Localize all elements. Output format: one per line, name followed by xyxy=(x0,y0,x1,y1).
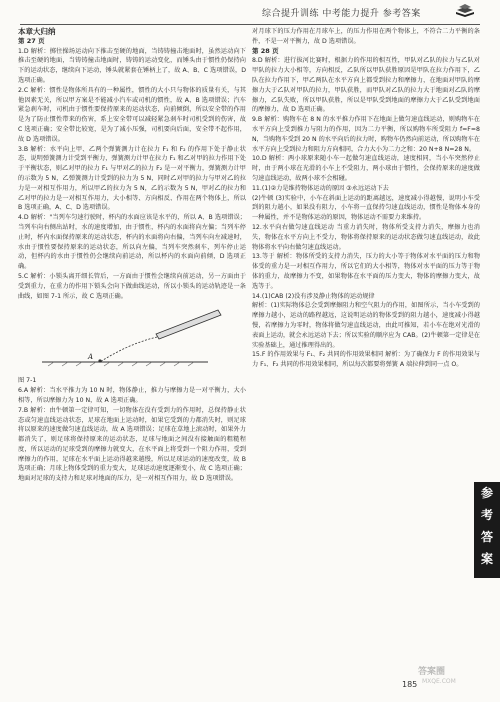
answer-4: 4.D 解析："当列车匀速行驶时，杯内的水面应该是水平的，所以 A、B 选项错误；当列车向右侧出站时，水的速度增加，由于惯性，杯内的水面将向左偏；当列车停止时，杯内水面保持原来的运动状态，杯内的水面将向右偏，当列车向左减速时，水由于惯性要保持原来的运动状态，所以向左偏，当列车突然刹车，列车停止运动，但杯内的水由于惯性仍会继续向前运动，所以杯内的水面向前倾，D 选项正确。 xyxy=(18,214,246,271)
answer-14-explain: 解析：(1)实际物体总会受到摩擦阻力和空气阻力的作用，如图所示，当小车受到的摩擦力越小，运动的路程越远，这说明运动的物体受到的阻力越小，速度减小得越慢，若摩擦力为零时，物体将做匀速直线运动，由此可推知，若小车在绝对光滑的表面上运动，就会永远运动下去；所以实验的顺序应为 CAB。(2)牛顿第一定律是在实验基础上，通过推理得出的。 xyxy=(252,302,480,349)
left-column xyxy=(18,27,246,484)
side-tab-char: 参 xyxy=(480,486,493,500)
watermark-url: MXQE.COM xyxy=(422,678,456,685)
answer-15: 15.F 的作用效果与 F₁、F₂ 共同的作用效果相同 解析：为了确保力 F 的作用效果与力 F₁、F₂ 共同的作用效果相同，所以每次都要将弹簧 A 端拉伸到同一点 O。 xyxy=(252,351,480,369)
side-tab-char: 答 xyxy=(480,530,493,544)
point-a-label: A xyxy=(88,353,94,362)
running-header: 综合提升训练 中考能力提升 参考答案 xyxy=(262,9,421,19)
answer-1: 1.D 解析：掷往操场运动向下推击至硬的地面，当铸铸撞击地面时，虽然运动向下推击至硬的地面，当铸铸撞击地面时，铸铸的运动变化，而锤头由于惯性仍保持向下的运动状态，继续向下运动，锤头就紧套在锤柄上了，故 A、B、C 选项错误，D 选项正确。 xyxy=(18,47,246,84)
answer-11-1: 11.(1)②力是维持物体运动的原因 ③永远运动下去 xyxy=(252,184,389,192)
header-rule xyxy=(20,24,480,25)
answer-14: 14.(1)CAB (2)没有涉及静止物体的运动规律 xyxy=(252,292,375,300)
right-column xyxy=(252,27,480,370)
watermark-logo: 答案圈 xyxy=(418,667,446,677)
trajectory-figure xyxy=(18,304,246,374)
page-ref-27: 第 27 页 xyxy=(18,36,45,45)
section-title: 本章大归纳 xyxy=(18,27,56,36)
answer-9: 9.B 解析：购物车在 8 N 的水平推力作用下在地面上做匀速直线运动，则购物车在水平方向上受到推力与阻力的作用，因为二力平衡，所以购物车所受阻力 f=F=8 N，当购物车受到 20 N 的水平向后的拉力时，购物车仍然向前运动，所以购物车在水平方向上受到拉力和阻力方向相同，合力大小为二力之和：20 N+8 N=28 N。 xyxy=(252,116,480,153)
answer-2: 2.C 解析：惯性是物体所具有的一种属性，惯性的大小只与物体的质量有关，与其他因素无关，所以甲方案是不能减小汽车或司机的惯性，故 A、B 选项错误；汽车紧急刹车时，司机由于惯性要保持原来的运动状态，向前倾倒，所以安全带的作用是为了防止惯性带来的伤害，系上安全带可以减轻紧急刹车时司机受到的伤害，故 C 选项正确；安全带比较宽，是为了减小压强，司机要向后面，安全带不起作用，故 D 选项错误。 xyxy=(18,86,246,143)
answer-5: 5.C 解析：小锁头离开细长管后，一方面由于惯性会继续向前运动，另一方面由于受到重力，在重力的作用下锁头会向下做曲线运动，所以小锁头的运动轨迹是一条曲线，如图 7-1 所示，故 C 选项正确。 xyxy=(18,272,246,300)
page-number: 185 xyxy=(402,680,418,689)
book-stack-icon xyxy=(455,2,475,18)
answer-12: 12.水平向右做匀速直线运动 当重力消失时，物体所受支持力消失，摩擦力也消失，物体在水平方向上不受力，物体将保持原来的运动状态做匀速直线运动，故此物体将水平向右做匀速直线运动。 xyxy=(252,223,480,251)
side-tab-char: 案 xyxy=(480,552,493,566)
answer-13: 13.等于 解析：物体所受的支持力消失，压力的大小等于物体对水平面的压力和物体受的重力是一对相互作用力，所以它们的大小相等，物体对水平面的压力等于物体的重力，故摩擦力不变，如果物体在水平面的压力变大，物体的摩擦力变大，故选等于。 xyxy=(252,253,480,290)
answer-7: 7.B 解析：由牛顿第一定律可知，一切物体在没有受到力的作用时，总保持静止状态或匀速直线运动状态，足球在地面上运动时，如果它受到的力都消失时，则足球将以原来的速度做匀速直线运动，故 A 选项错误；足球在草地上滚动时，如果外力都消失了，则足球将保持原来的运动状态，足球与地面之间没有接触面的粗糙程度，所以运动的足球受到的摩擦力就变大，在水平面上将受到一个阻力作用，受到摩擦力的作用，足球在水平面上运动得越来越慢，所以足球运动的速度改变，故 B 选项正确；月球上物体受到的重力变大，足球运动速度逐渐变小，故 C 选项正确；地面对足球的支持力和足球对地面的压力，是一对相互作用力，故 D 选项错误。 xyxy=(18,406,246,483)
side-tab-char: 考 xyxy=(480,508,493,522)
page-ref-28: 第 28 页 xyxy=(252,46,279,55)
answer-7-cont: 对月球下的压力作用在月球车上，的压力作用在两个物体上，不符合二力平衡的条件，不是一对平衡力，故 D 选项错误。 xyxy=(252,28,480,45)
answer-10: 10.D 解析：两小球原来随小车一起做匀速直线运动，速度相同，当小车突然停止时，由于两小球在光滑的小车上不受阻力，两小球由于惯性，会保持原来的速度做匀速直线运动，故两小球不会相碰。 xyxy=(252,155,480,182)
figure-caption: 图 7-1 xyxy=(18,377,37,385)
answer-6: 6.A 解析：当水平推力为 10 N 时，物体静止，推力与摩擦力是一对平衡力，大小相等，所以摩擦力为 10 N，故 A 选项正确。 xyxy=(18,387,246,404)
answer-11-2: (2)牛顿 (3)实验中，小车在斜面上运动的距离越远，速度减小得越慢，说明小车受到的阻力越小，如果没有阻力，小车将一直保持匀速直线运动，惯性是物体本身的一种属性，并不是物体运动的原因，物体运动不需要力来维持。 xyxy=(252,194,480,222)
figure-7-1 xyxy=(18,304,246,374)
answers-side-tab xyxy=(474,482,500,578)
watermark-stamp xyxy=(418,664,494,700)
answer-8: 8.D 解析：进行拔河比赛时，根据力的作用的相互性，甲队对乙队的拉力与乙队对甲队的拉力大小相等，方向相反，乙队所以甲队获胜原因是甲队在拉力作用下，乙队在拉力作用下，甲乙两队在水平方向上都受到拉力和摩擦力，在地面对甲队的摩擦力大于乙队对甲队的拉力，甲队获胜，而甲队对乙队的拉力大于地面对乙队的摩擦力，乙队失败，所以甲队获胜，所以是甲队受到地面的摩擦力大于乙队受到地面的摩擦力，故 D 选项正确。 xyxy=(252,57,480,114)
answer-3: 3.B 解析：水平向上甲、乙两个弹簧测力计在拉力 F₁ 和 F₂ 的作用下处于静止状态，说明弹簧测力计受到平衡力，弹簧测力计甲在拉力 F₁ 和乙对甲的拉力作用下处于平衡状态，则乙对甲的拉力 F₁ 与甲对乙的拉力 F₂ 是一对平衡力，弹簧测力计甲的示数为 5 N，乙弹簧测力计受到的拉力为 5 N，同时乙对甲的拉力与甲对乙的拉力是一对相互作用力，所以甲乙的拉力为 5 N，乙的示数为 5 N，甲对乙的拉力和乙对甲的拉力是一对相互作用力，大小相等、方向相反、作用在两个物体上，所以 B 选项正确，A、C、D 选项错误。 xyxy=(18,145,246,212)
